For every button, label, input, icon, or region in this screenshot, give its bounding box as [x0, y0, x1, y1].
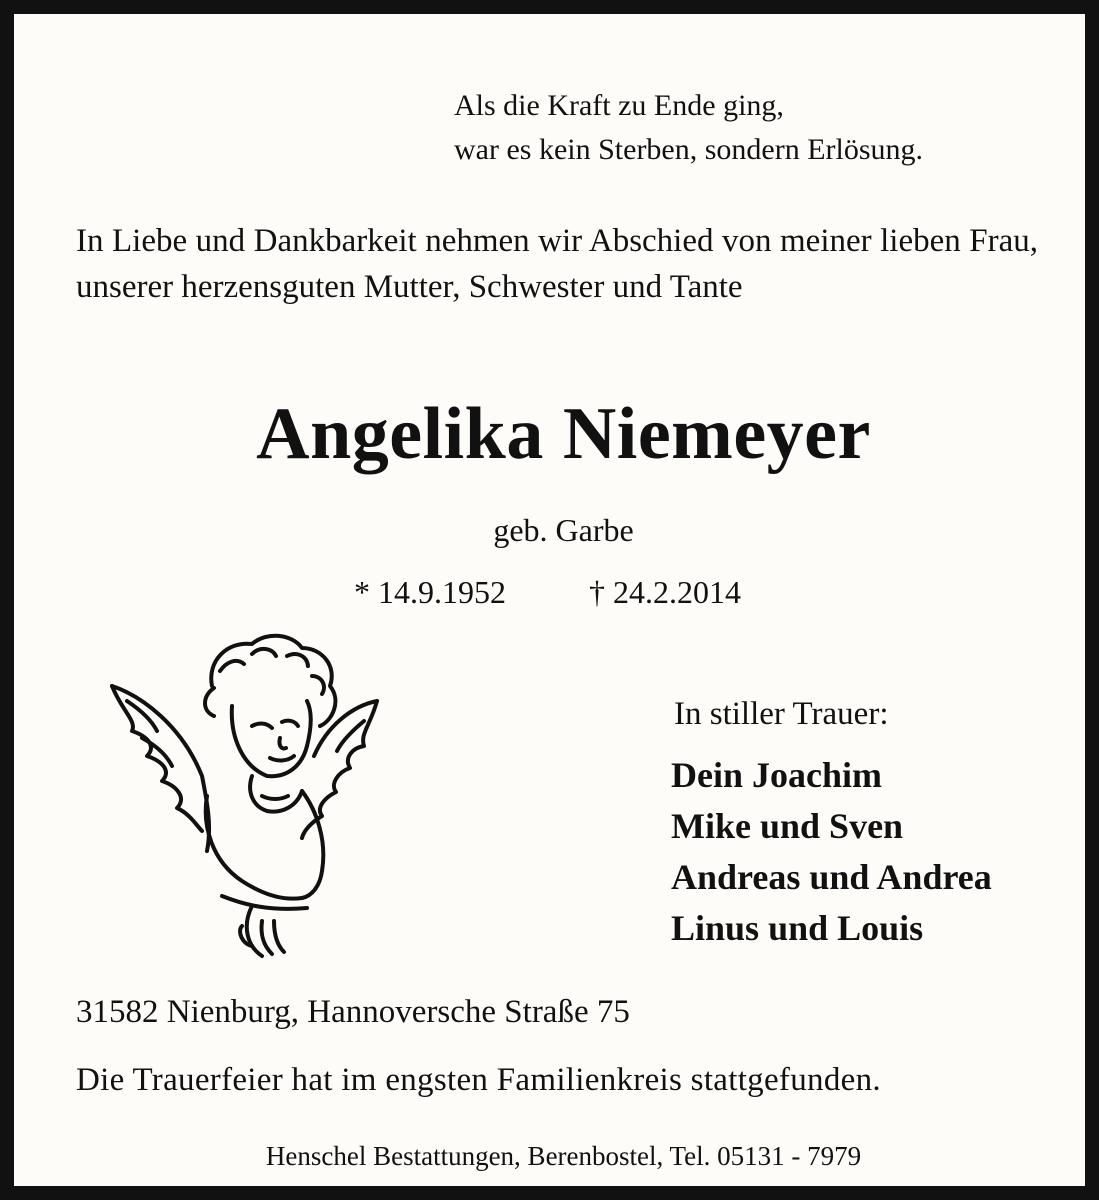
angel-cherub-icon [102, 626, 392, 966]
mourner-name: Dein Joachim [671, 755, 882, 795]
address: 31582 Nienburg, Hannoversche Straße 75 [76, 994, 630, 1030]
mourner-name: Mike und Sven [671, 806, 904, 846]
funeral-home-footer: Henschel Bestattungen, Berenbostel, Tel. 05131 - 7979 [265, 1141, 862, 1171]
mourners-list [671, 750, 992, 954]
deceased-name: Angelika Niemeyer [256, 393, 871, 475]
mourning-heading: In stiller Trauer: [674, 696, 889, 732]
maiden-name: geb. Garbe [493, 512, 634, 548]
motto-line-2: war es kein Sterben, sondern Erlösung. [454, 133, 924, 166]
intro-text: In Liebe und Dankbarkeit nehmen wir Abschied von meiner lieben Frau, unserer herzensguten Mutter, Schwester und Tante [76, 223, 1038, 305]
motto-line-1: Als die Kraft zu Ende ging, [454, 89, 784, 122]
ceremony-note: Die Trauerfeier hat im engsten Familienkreis stattgefunden. [76, 1062, 881, 1098]
death-date: † 24.2.2014 [589, 574, 741, 610]
mourner-name: Andreas und Andrea [671, 857, 992, 897]
birth-date: * 14.9.1952 [354, 574, 506, 610]
mourner-name: Linus und Louis [671, 908, 924, 948]
